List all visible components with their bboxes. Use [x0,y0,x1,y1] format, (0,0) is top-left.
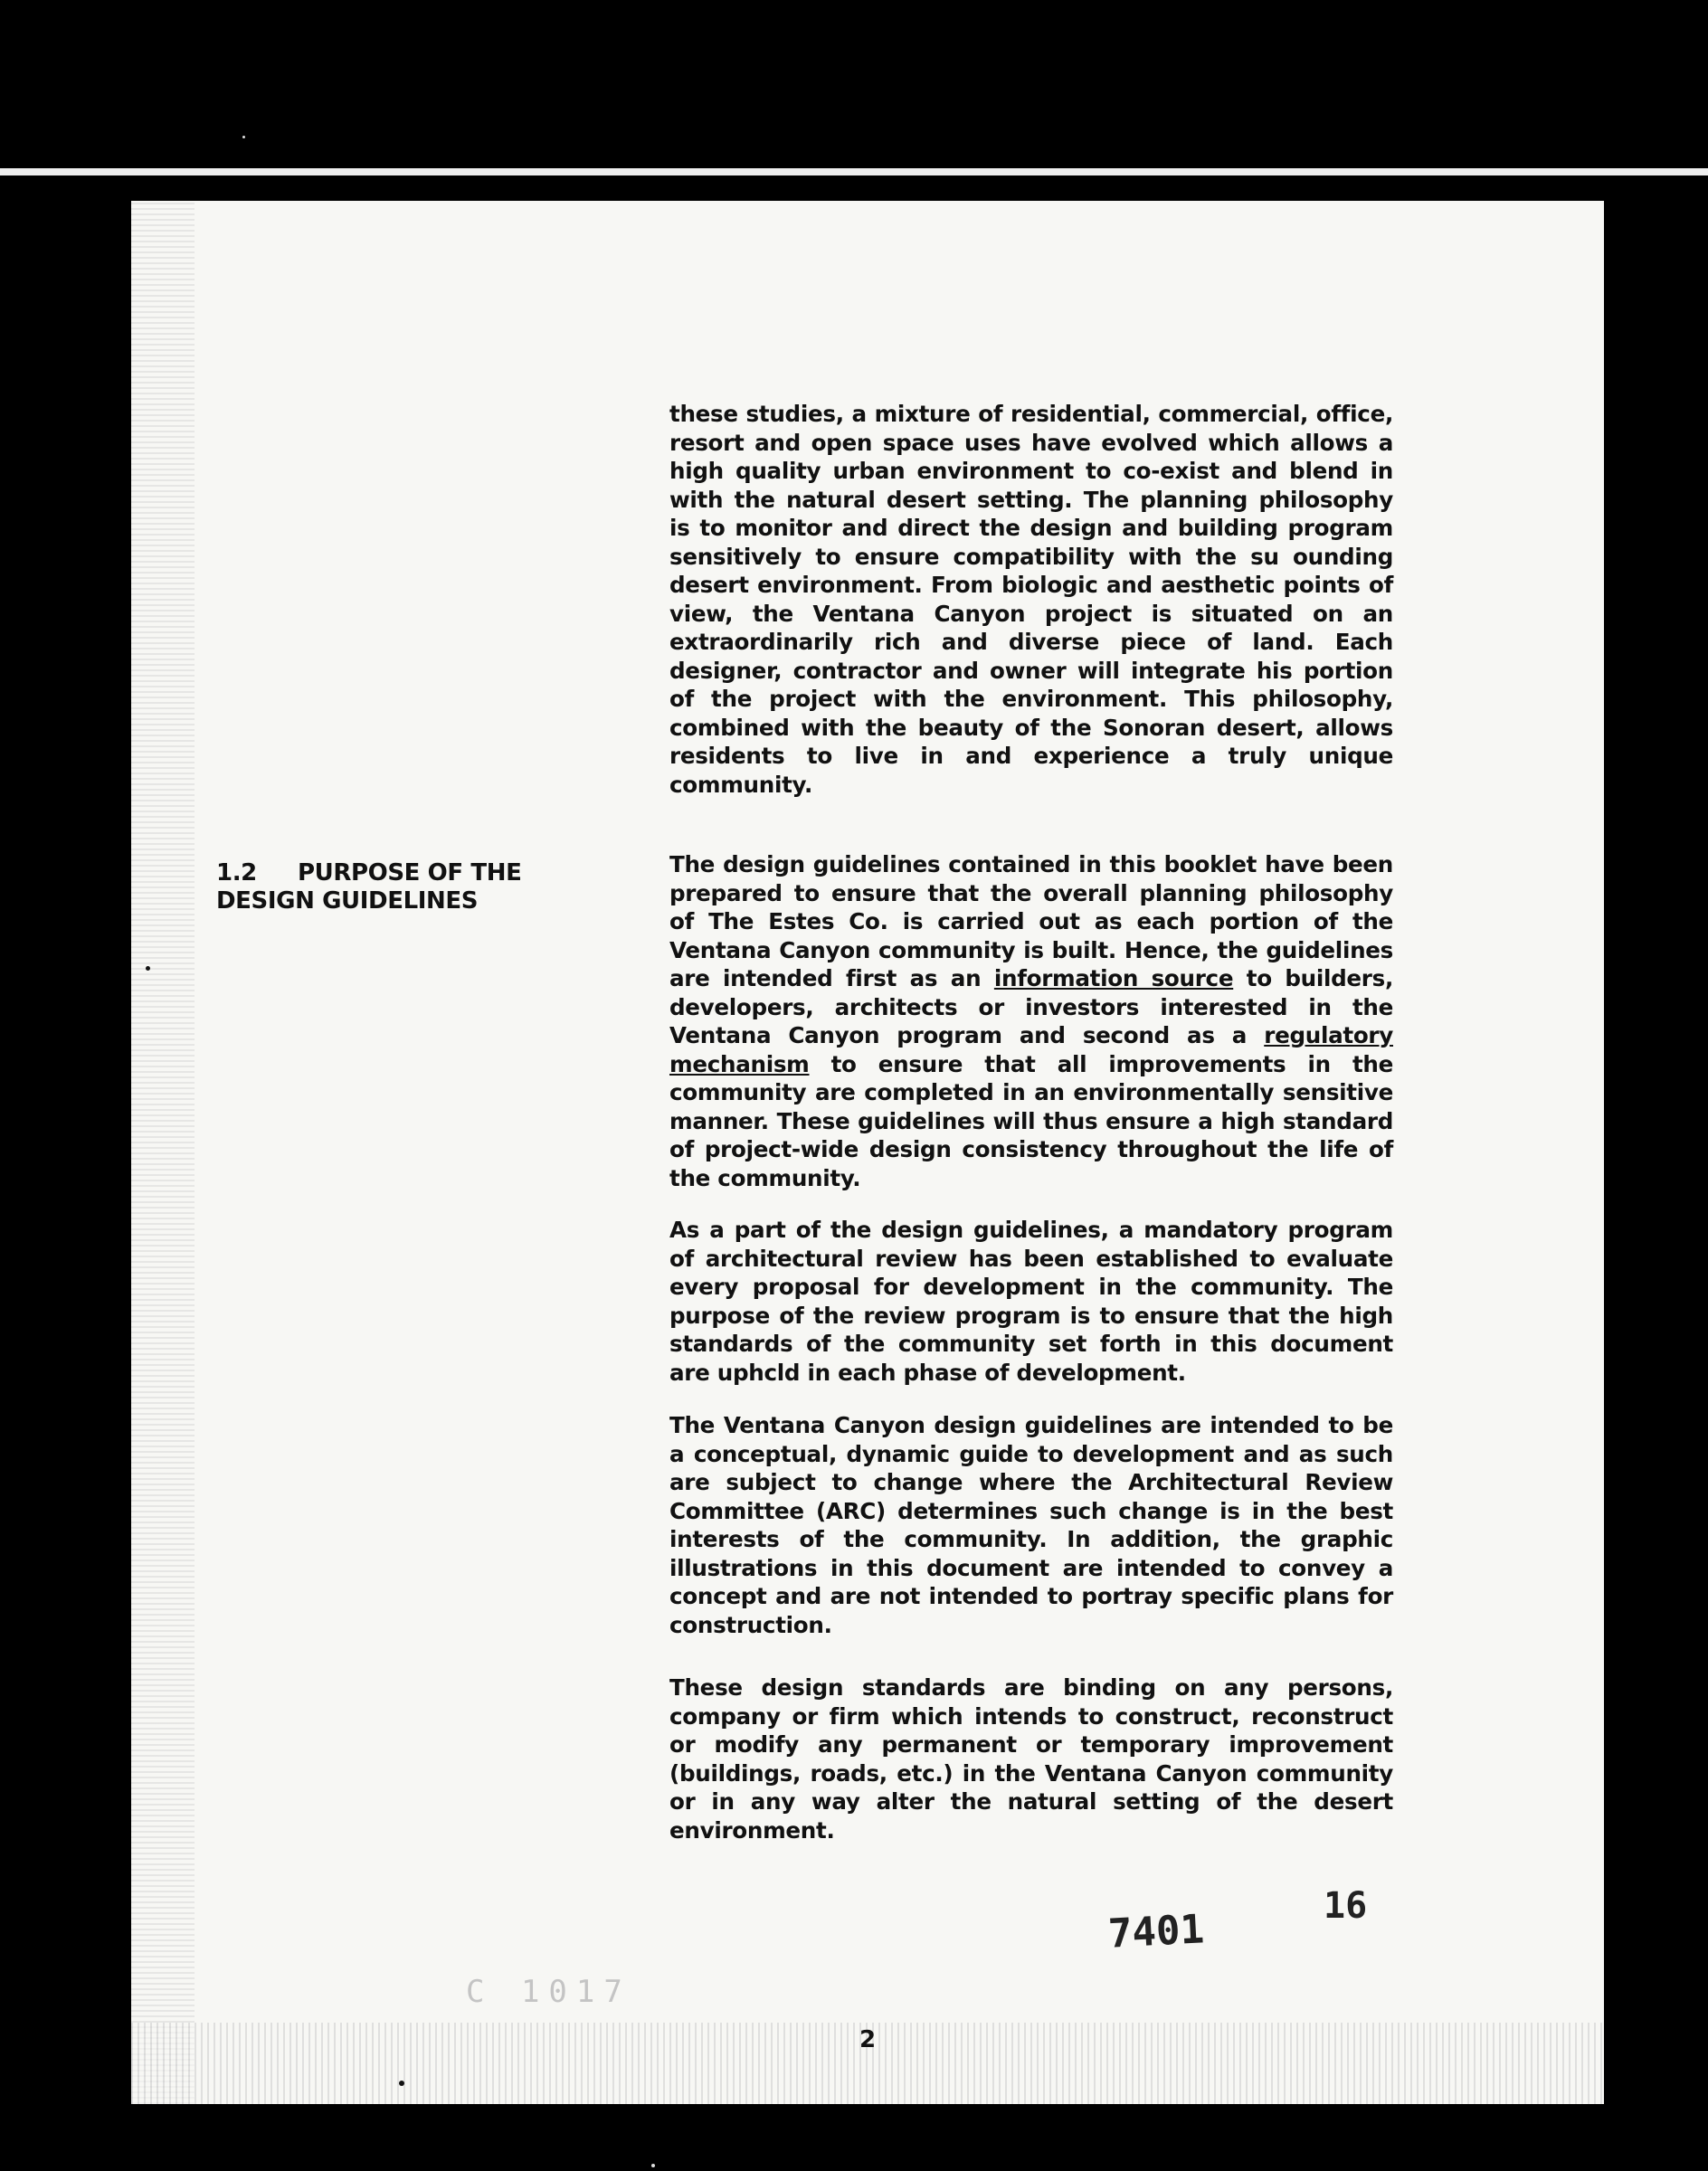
scan-edge-line [0,168,1708,175]
purpose-text-c: to ensure that all improvements in the community are completed in an environmentally sensitive manner. These guidelines will thus ensure a high standard of project-wide design consistency throughout the life of the community. [669,1050,1393,1191]
purpose-text-a: The design guidelines contained in this booklet have been prepared to ensure that the overall planning philosophy of The Estes Co. is carried out as each portion of the Ventana Canyon community is built. Hence, the guidelines are intended first as an [669,851,1393,991]
review-paragraph: As a part of the design guidelines, a mandatory program of architectural review has been established to evaluate every proposal for development in the community. The purpose of the review program is to ensure that the high standards of the community set forth in this document are uphcld in each phase of development. [669,1217,1393,1386]
handwritten-code: 7401 [1106,1906,1206,1958]
section-title-line1: PURPOSE OF THE [298,859,522,886]
intro-paragraph: these studies, a mixture of residential, commercial, office, resort and open space uses have evolved which allows a high quality urban environment to co-exist and blend in with the natural desert setting. The planning philosophy is to monitor and direct the design and building program sensitively to ensure compatibility with the su ounding desert environment. From biologic and aesthetic points of view, the Ventana Canyon project is situated on an extraordinarily rich and diverse piece of land. Each designer, contractor and owner will integrate his portion of the project with the environment. This philosophy, combined with the beauty of the Sonoran desert, allows residents to live in and experience a truly unique community. [669,401,1393,798]
information-source-underlined: information source [993,965,1234,991]
faint-stamp: C 1017 [466,1974,631,2010]
purpose-paragraph [669,850,1393,1192]
scan-noise-left-edge [131,201,195,2104]
regulatory-mechanism-underlined: regulatory mechanism [669,1022,1393,1077]
conceptual-guide-paragraph: The Ventana Canyon design guidelines are intended to be a conceptual, dynamic guide to development and as such are subject to change where the Architectural Review Committee (ARC) determines such change is in the best interests of the community. In addition, the graphic illustrations in this document are intended to convey a concept and are not intended to portray specific plans for construction. [669,1412,1393,1638]
speck [242,136,245,138]
speck [146,966,150,971]
purpose-text-b: to builders, developers, architects or investors interested in the Ventana Canyon program and second as a [669,965,1394,1048]
handwritten-number: 16 [1324,1885,1368,1927]
speck [399,2081,404,2086]
document-page [131,201,1604,2104]
speck [651,2164,655,2167]
page-number: 2 [859,2026,877,2053]
section-heading [216,859,521,915]
section-title-line2: DESIGN GUIDELINES [216,887,479,915]
binding-standards-paragraph: These design standards are binding on any persons, company or firm which intends to construct, reconstruct or modify any permanent or temporary improvement (buildings, roads, etc.) in the Ventana Canyon community or in any way alter the natural setting of the desert environment. [669,1674,1393,1844]
section-number: 1.2 [216,859,257,886]
